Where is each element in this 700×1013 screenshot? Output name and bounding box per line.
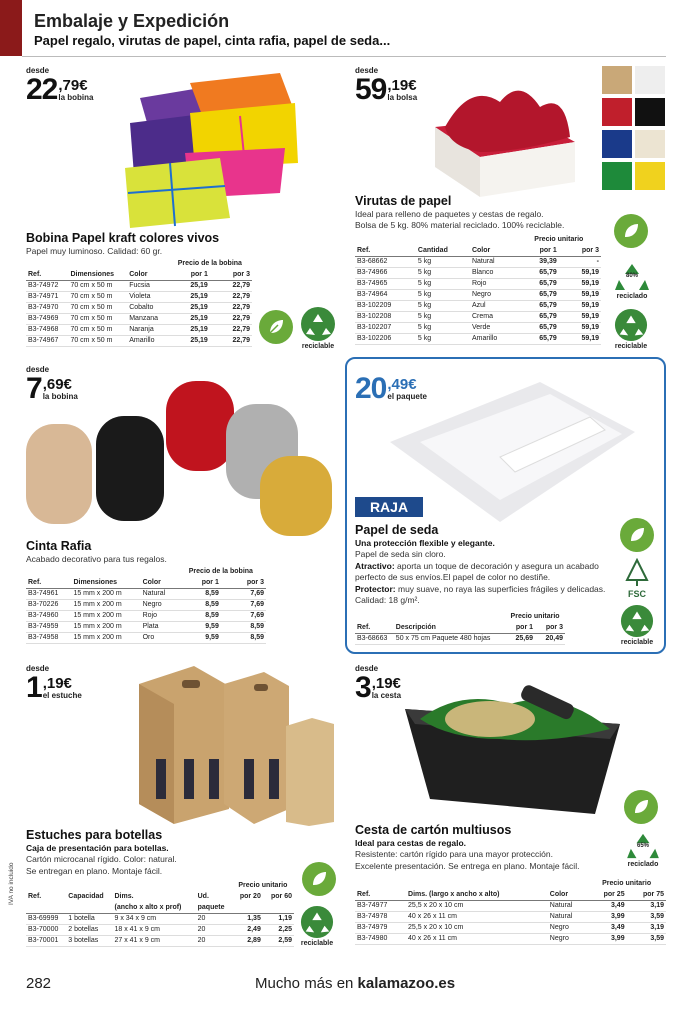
fsc-badge	[620, 558, 654, 599]
kraft-price-unit: la bobina	[58, 93, 94, 102]
virutas-price	[355, 75, 417, 105]
table-row: B3-74958 15 mm x 200 m Oro 9,59 8,59	[28, 634, 264, 641]
virutas-desc-1: Ideal para relleno de paquetes y cestas de regalo.	[355, 209, 544, 219]
estuches-title: Estuches para botellas	[26, 828, 163, 842]
rafia-desde: desde	[26, 365, 50, 374]
col-ref: Ref.	[355, 622, 394, 633]
seda-paper-stack-image	[390, 382, 640, 522]
page-number: 282	[26, 975, 52, 992]
estuches-table	[26, 880, 294, 947]
estuches-desc-bold: Caja de presentación para botellas.	[26, 843, 169, 853]
seda-atr-label: Atractivo:	[355, 560, 395, 571]
kraft-price-block	[26, 66, 94, 105]
eco-leaf-icon	[614, 214, 648, 248]
virutas-price-unit: la bolsa	[387, 93, 418, 102]
raja-logo: RAJA	[355, 497, 423, 517]
eco-leaf-icon	[259, 310, 293, 344]
seda-desc	[355, 538, 607, 607]
col-desc: Descripción	[394, 622, 505, 633]
rafia-table	[26, 566, 266, 644]
virutas-box-image	[430, 72, 580, 197]
kraft-desde: desde	[26, 66, 50, 75]
footer-site-link[interactable]: kalamazoo.es	[357, 975, 456, 992]
col-por3: por 3	[210, 269, 252, 280]
cesta-title: Cesta de cartón multiusos	[355, 823, 512, 837]
cesta-desc-bold: Ideal para cestas de regalo.	[355, 838, 467, 848]
seda-price-header: Precio unitario	[510, 613, 560, 620]
rafia-price-int: 7	[26, 372, 42, 405]
seda-title: Papel de seda	[355, 523, 439, 537]
kraft-recycle-badge	[300, 306, 336, 350]
virutas-badge2-label: reciclable	[614, 343, 648, 350]
kraft-desc: Papel muy luminoso. Calidad: 60 gr.	[26, 246, 163, 256]
eco-leaf-icon	[302, 862, 336, 896]
col-qty: Cantidad	[416, 245, 470, 256]
table-row: B3-74968 70 cm x 50 m Naranja 25,19 22,79	[28, 326, 250, 333]
col-dim: Dimensiones	[68, 269, 127, 280]
table-row: B3-74978 40 x 26 x 11 cm Natural 3,99 3,59	[357, 913, 664, 920]
col-ref: Ref.	[26, 577, 71, 588]
table-row: B3-74971 70 cm x 50 m Violeta 25,19 22,79	[28, 293, 250, 300]
cesta-reciclado-badge	[626, 832, 660, 868]
table-row: B3-74965 5 kg Rojo 65,79 59,19	[357, 280, 599, 287]
header-accent-bar	[0, 0, 22, 56]
virutas-price-int: 59	[355, 73, 387, 106]
kraft-price-header: Precio de la bobina	[177, 260, 242, 267]
col-unit-sub: paquete	[196, 902, 232, 913]
table-row: B3-70001 3 botellas 27 x 41 x 9 cm 20 2,89 2,59	[28, 937, 292, 944]
col-color: Color	[127, 269, 168, 280]
kraft-title: Bobina Papel kraft colores vivos	[26, 231, 220, 245]
cesta-desc-1: Resistente: cartón rígido para una mayor protección.	[355, 849, 553, 860]
recycle-icon	[300, 905, 334, 939]
estuches-badge-label: reciclable	[300, 940, 334, 947]
table-row: B3-74977 25,5 x 20 x 10 cm Natural 3,49 3,19	[357, 902, 664, 909]
cesta-price-header: Precio unitario	[602, 880, 652, 887]
cesta-price-int: 3	[355, 671, 371, 704]
estuches-desc	[26, 843, 177, 877]
estuches-price-int: 1	[26, 671, 42, 704]
cesta-desde: desde	[355, 664, 379, 673]
col-color: Color	[548, 889, 587, 900]
cesta-desc-2: Excelente presentación. Se entrega en plano. Montaje fácil.	[355, 860, 580, 871]
table-row: B3-74970 70 cm x 50 m Cobalto 25,19 22,79	[28, 304, 250, 311]
col-color: Color	[470, 245, 517, 256]
estuches-recycle-badge	[300, 905, 334, 947]
table-row: B3-68662 5 kg Natural 39,39 -	[357, 258, 599, 265]
footer-text: Mucho más en	[255, 975, 358, 992]
cesta-price-cents: ,19€	[371, 675, 401, 692]
estuches-desc-2: Se entregan en plano. Montaje fácil.	[26, 865, 163, 876]
rafia-price-cents: ,69€	[42, 376, 72, 393]
cesta-badge1-label: reciclado	[627, 861, 659, 868]
col-por3: por 3	[535, 622, 565, 633]
fsc-label: FSC	[628, 589, 646, 599]
col-por60: por 60	[270, 893, 292, 900]
virutas-desc-2: Bolsa de 5 kg. 80% material reciclado. 100% reciclable.	[355, 220, 565, 231]
col-por25: por 25	[587, 889, 626, 900]
table-row: B3-69999 1 botella 9 x 34 x 9 cm 20 1,35 1,19	[28, 915, 292, 922]
estuches-desc-1: Cartón microcanal rígido. Color: natural.	[26, 854, 177, 865]
seda-price-unit: el paquete	[387, 392, 427, 401]
table-row: B3-74959 15 mm x 200 m Plata 9,59 8,59	[28, 623, 264, 630]
seda-recycle-badge	[620, 604, 654, 646]
virutas-color-swatches	[602, 66, 666, 192]
virutas-price-block	[355, 66, 417, 105]
col-por1: por 1	[517, 245, 559, 256]
table-row: B3-74979 25,5 x 20 x 10 cm Negro 3,49 3,19	[357, 924, 664, 931]
estuches-desde: desde	[26, 664, 50, 673]
virutas-badge1-label: reciclado	[616, 293, 648, 300]
table-row: B3-74967 70 cm x 50 m Amarillo 25,19 22,79	[28, 337, 250, 344]
page-title: Embalaje y Expedición	[34, 11, 230, 31]
col-por1: por 1	[168, 269, 210, 280]
virutas-desc	[355, 209, 564, 232]
rafia-price-unit: la bobina	[42, 392, 78, 401]
table-row: B3-70226 15 mm x 200 m Negro 8,59 7,69	[28, 601, 264, 608]
cesta-price	[355, 673, 401, 703]
virutas-reciclable-badge	[614, 308, 648, 350]
col-unit: Ud.	[197, 893, 209, 900]
recycle-icon	[614, 308, 648, 342]
virutas-price-header: Precio unitario	[534, 236, 584, 243]
seda-badge-label: reciclable	[620, 639, 654, 646]
col-por3: por 3	[559, 245, 601, 256]
seda-price-int: 20	[355, 372, 387, 405]
col-por1: por 1	[505, 622, 535, 633]
cesta-price-unit: la cesta	[371, 691, 402, 700]
table-row: B3-74961 15 mm x 200 m Natural 8,59 7,69	[28, 590, 264, 597]
kraft-price	[26, 75, 94, 105]
table-row: B3-102206 5 kg Amarillo 65,79 59,19	[357, 335, 599, 342]
kraft-table	[26, 258, 252, 347]
table-row: B3-102208 5 kg Crema 65,79 59,19	[357, 313, 599, 320]
cesta-price-block	[355, 664, 401, 703]
seda-prot-label: Protector:	[355, 583, 396, 594]
estuches-price-cents: ,19€	[42, 675, 72, 692]
virutas-badge1-pct: 80%	[625, 273, 638, 279]
recycle-icon	[620, 604, 654, 638]
seda-desc-1: Papel de seda sin cloro.	[355, 549, 446, 560]
table-row: B3-102209 5 kg Azul 65,79 59,19	[357, 302, 599, 309]
col-dims: Dims.	[114, 893, 134, 900]
table-row: B3-74972 70 cm x 50 m Fucsia 25,19 22,79	[28, 282, 250, 289]
footer-tagline	[255, 975, 455, 992]
col-por75: por 75	[627, 889, 666, 900]
virutas-desde: desde	[355, 66, 379, 75]
page-subtitle: Papel regalo, virutas de papel, cinta rafia, papel de seda...	[34, 33, 391, 48]
fsc-tree-icon	[620, 558, 654, 588]
virutas-table	[355, 234, 601, 345]
virutas-reciclado-badge	[614, 262, 650, 300]
col-ref: Ref.	[355, 889, 406, 900]
col-ref: Ref.	[355, 245, 416, 256]
table-row: B3-68663 50 x 75 cm Paquete 480 hojas 25,69 20,49	[357, 635, 563, 642]
kraft-paper-boxes-image	[120, 68, 320, 228]
col-color: Color	[141, 577, 176, 588]
table-row: B3-74960 15 mm x 200 m Rojo 8,59 7,69	[28, 612, 264, 619]
cesta-basket-image	[400, 684, 632, 816]
estuches-price-header: Precio unitario	[238, 882, 288, 889]
virutas-title: Virutas de papel	[355, 194, 452, 208]
table-row: B3-102207 5 kg Verde 65,79 59,19	[357, 324, 599, 331]
table-row: B3-74964 5 kg Negro 65,79 59,19	[357, 291, 599, 298]
table-row: B3-74969 70 cm x 50 m Manzana 25,19 22,79	[28, 315, 250, 322]
col-dim: Dimensiones	[71, 577, 140, 588]
rafia-title: Cinta Rafia	[26, 539, 92, 553]
header-divider	[22, 56, 666, 57]
estuches-price-block	[26, 664, 82, 703]
col-por20: por 20	[239, 893, 261, 900]
seda-atr-text: aporta un toque de decoración y asegura un acabado perfecto de sus envíos.El papel de color no destiñe.	[355, 560, 599, 583]
col-dims-sub: (ancho x alto x prof)	[112, 902, 195, 913]
kraft-price-int: 22	[26, 73, 58, 106]
col-ref: Ref.	[28, 893, 42, 900]
seda-price-cents: ,49€	[387, 376, 417, 393]
rafia-spools-image	[26, 372, 336, 536]
rafia-desc: Acabado decorativo para tus regalos.	[26, 554, 167, 564]
table-row: B3-74966 5 kg Blanco 65,79 59,19	[357, 269, 599, 276]
col-por3: por 3	[221, 577, 266, 588]
virutas-price-cents: ,19€	[387, 77, 417, 94]
eco-leaf-icon	[620, 518, 654, 552]
kraft-price-cents: ,79€	[58, 77, 88, 94]
eco-leaf-icon	[624, 790, 658, 824]
col-ref: Ref.	[26, 269, 68, 280]
seda-desc-bold: Una protección flexible y elegante.	[355, 538, 495, 548]
estuches-price	[26, 673, 82, 703]
rafia-price-header: Precio de la bobina	[188, 568, 253, 575]
kraft-badge-label: reciclable	[301, 343, 335, 350]
seda-prot-text: muy suave, no raya las superficies frágiles y delicadas. Calidad: 18 g/m².	[355, 583, 606, 606]
estuches-price-unit: el estuche	[42, 691, 82, 700]
recycle-icon	[300, 306, 336, 342]
table-row: B3-70000 2 botellas 18 x 41 x 9 cm 20 2,49 2,25	[28, 926, 292, 933]
vat-note: IVA no incluido	[8, 862, 15, 905]
cesta-table	[355, 878, 666, 945]
cesta-badge1-pct: 65%	[636, 843, 649, 849]
estuches-boxes-image	[134, 664, 339, 826]
col-capacity: Capacidad	[68, 893, 104, 900]
col-dims: Dims. (largo x ancho x alto)	[406, 889, 548, 900]
col-por1: por 1	[176, 577, 221, 588]
cesta-desc	[355, 838, 579, 872]
seda-table	[355, 611, 565, 645]
table-row: B3-74980 40 x 26 x 11 cm Negro 3,99 3,59	[357, 935, 664, 942]
